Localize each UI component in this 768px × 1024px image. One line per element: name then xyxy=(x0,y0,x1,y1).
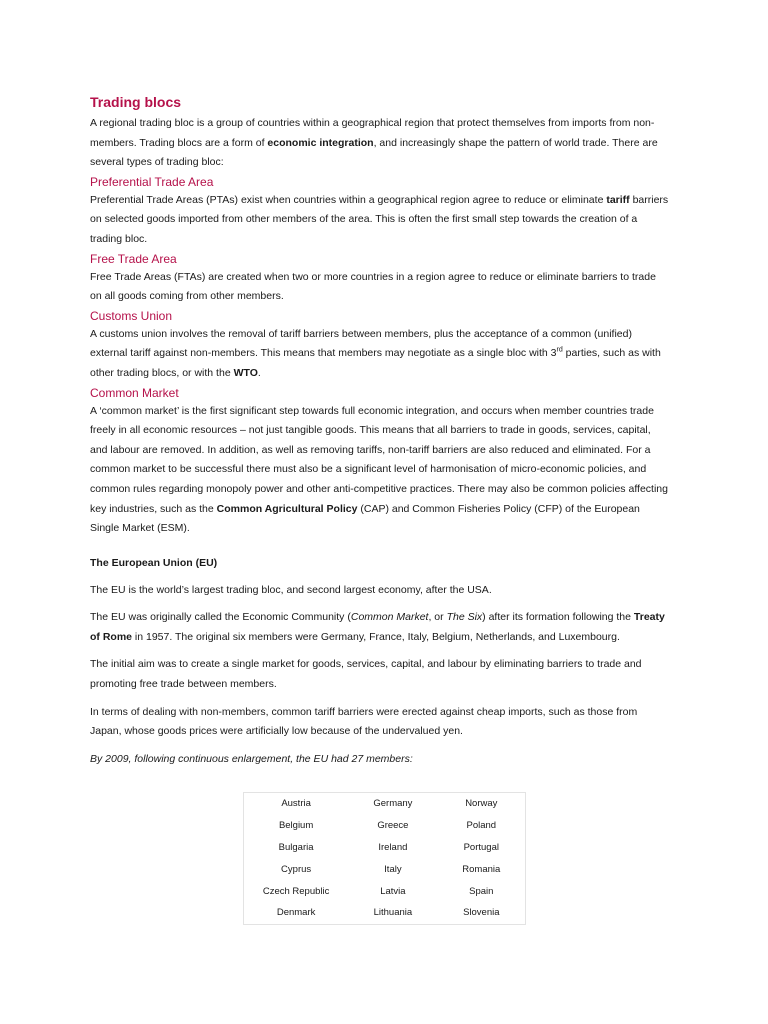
heading-preferential-trade-area: Preferential Trade Area xyxy=(90,174,214,189)
table-cell: Poland xyxy=(466,820,497,832)
table-cell: Ireland xyxy=(378,841,408,853)
page-title: Trading blocs xyxy=(90,94,182,110)
table-cell: Greece xyxy=(377,820,409,832)
intro-paragraph: A regional trading bloc is a group of countries within a geographical region that protect themselves from imports from non-members. Trading blocs are a form of economic integration, and increasingly shape the pattern of world trade. There are several types of trading bloc: xyxy=(90,117,658,169)
table-cell: Romania xyxy=(462,863,501,875)
table-row xyxy=(244,837,526,859)
table-row xyxy=(244,815,526,837)
table-cell: Spain xyxy=(469,885,494,897)
heading-customs-union: Customs Union xyxy=(90,308,173,323)
fta-paragraph: Free Trade Areas (FTAs) are created when two or more countries in a region agree to reduce or eliminate barriers to trade on all goods coming from other members. xyxy=(90,270,656,303)
table-cell: Portugal xyxy=(463,841,499,853)
table-cell: Slovenia xyxy=(463,907,500,919)
customs-union-paragraph: A customs union involves the removal of tariff barriers between members, plus the acceptance of a common (unified) external tariff against non-members. This means that members may negotiate as a single bloc with 3rd parties, such as with other trading blocs, or with the WTO. xyxy=(90,327,661,379)
eu-paragraph-4: In terms of dealing with non-members, common tariff barriers were erected against cheap imports, such as those from Japan, whose goods prices were artificially low because of the undervalued yen. xyxy=(90,705,638,738)
table-cell: Norway xyxy=(465,798,498,810)
eu-paragraph-1: The EU is the world’s largest trading bloc, and second largest economy, after the USA. xyxy=(90,583,492,596)
table-cell: Belgium xyxy=(278,820,314,832)
pta-paragraph: Preferential Trade Areas (PTAs) exist when countries within a geographical region agree to reduce or eliminate tariff barriers on selected goods imported from other members of the area. This is often the first small step towards the creation of a trading bloc. xyxy=(90,193,669,245)
table-row xyxy=(244,858,526,880)
table-cell: Lithuania xyxy=(373,907,413,919)
eu-members-table xyxy=(243,792,526,925)
table-row xyxy=(244,880,526,902)
table-cell: Czech Republic xyxy=(262,885,330,897)
eu-paragraph-3: The initial aim was to create a single market for goods, services, capital, and labour by eliminating barriers to trade and promoting free trade between members. xyxy=(90,658,642,691)
table-row xyxy=(244,793,526,815)
table-cell: Bulgaria xyxy=(278,841,314,853)
table-cell: Austria xyxy=(281,798,311,810)
document-body xyxy=(90,92,670,769)
table-cell: Cyprus xyxy=(281,863,312,875)
table-cell: Latvia xyxy=(380,885,406,897)
heading-common-market: Common Market xyxy=(90,385,179,400)
eu-paragraph-2: The EU was originally called the Economic Community (Common Market, or The Six) after its formation following the Treaty of Rome in 1957. The original six members were Germany, France, Italy, Belgium, Netherlands, and Luxembourg. xyxy=(90,611,665,643)
eu-paragraph-5: By 2009, following continuous enlargement, the EU had 27 members: xyxy=(90,752,413,765)
common-market-paragraph: A ‘common market’ is the first significant step towards full economic integration, and occurs when member countries trade freely in all economic resources – not just tangible goods. This means that all barriers to trade in goods, services, capital, and labour are removed. In addition, as well as removing tariffs, non-tariff barriers are also reduced and eliminated. For a common market to be successful there must also be a significant level of harmonisation of micro-economic policies, and common rules regarding monopoly power and other anti-competitive practices. There may also be common policies affecting key industries, such as the Common Agricultural Policy (CAP) and Common Fisheries Policy (CFP) of the European Single Market (ESM). xyxy=(90,404,668,535)
table-row xyxy=(244,902,526,924)
table-cell: Germany xyxy=(373,798,413,810)
heading-european-union: The European Union (EU) xyxy=(90,556,218,569)
heading-free-trade-area: Free Trade Area xyxy=(90,251,177,266)
table-cell: Denmark xyxy=(276,907,316,919)
table-cell: Italy xyxy=(384,863,402,875)
